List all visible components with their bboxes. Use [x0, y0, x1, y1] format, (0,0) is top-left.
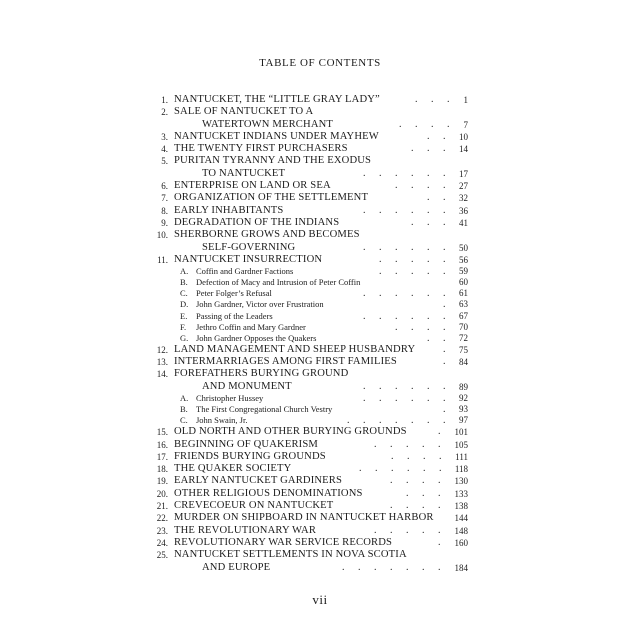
entry-title: OLD NORTH AND OTHER BURYING GROUNDS	[174, 426, 407, 438]
entry-title: Christopher Hussey	[196, 393, 264, 403]
entry-page-number: 17	[459, 168, 468, 179]
subentry-letter: F.	[180, 321, 187, 332]
entry-page-number: 138	[454, 501, 468, 512]
entry-title: NANTUCKET SETTLEMENTS IN NOVA SCOTIA	[174, 549, 407, 561]
entry-page-number: 130	[454, 476, 468, 487]
page-number: vii	[312, 592, 328, 607]
entry-number: 20.	[156, 488, 168, 499]
toc-entry	[150, 512, 468, 524]
entry-number: 24.	[156, 537, 168, 548]
toc-entry	[150, 537, 468, 549]
entry-title: INTERMARRIAGES AMONG FIRST FAMILIES	[174, 356, 397, 368]
entry-number: 10.	[156, 230, 168, 241]
leader-dots: . . . . . .	[359, 463, 447, 475]
leader-dots: .	[443, 299, 451, 311]
entry-page-number: 184	[454, 562, 468, 573]
toc-entry	[150, 463, 468, 475]
entry-page-number: 61	[459, 288, 468, 299]
entry-title: LAND MANAGEMENT AND SHEEP HUSBANDRY	[174, 343, 416, 355]
leader-dots: . . .	[411, 216, 451, 228]
subentry-letter: B.	[180, 404, 188, 415]
entry-page-number: 1	[463, 95, 468, 105]
leader-dots: . .	[427, 332, 451, 344]
entry-number: 15.	[156, 427, 168, 438]
toc-entry	[150, 143, 468, 155]
entry-page-number: 72	[459, 332, 468, 343]
leader-dots: . . .	[415, 94, 455, 105]
toc-entry	[150, 344, 468, 356]
leader-dots: . . . . .	[374, 524, 446, 536]
entry-page-number: 36	[459, 205, 468, 216]
toc-subentry	[150, 393, 468, 404]
entry-title: John Gardner, Victor over Frustration	[196, 299, 324, 310]
leader-dots: . . . . .	[379, 266, 451, 278]
leader-dots: . . . . .	[374, 438, 446, 450]
entry-page-number: 63	[459, 299, 468, 310]
entry-number: 6.	[161, 181, 168, 192]
entry-title: OTHER RELIGIOUS DENOMINATIONS	[174, 487, 363, 499]
subentry-letter: G.	[180, 332, 189, 343]
leader-dots: . . . . . .	[363, 167, 451, 179]
entry-number: 23.	[156, 525, 168, 536]
entry-title: FOREFATHERS BURYING GROUND	[174, 368, 349, 380]
entry-number: 13.	[156, 357, 168, 368]
toc-entry	[150, 180, 468, 192]
leader-dots: . . .	[411, 143, 451, 155]
entry-page-number: 84	[459, 357, 468, 368]
entry-page-number: 148	[454, 525, 468, 536]
entry-number: 14.	[156, 369, 168, 380]
entry-page-number: 70	[459, 321, 468, 332]
entry-title: ENTERPRISE ON LAND OR SEA	[174, 180, 331, 192]
subentry-letter: A.	[180, 393, 189, 403]
toc-entry	[150, 217, 468, 229]
toc-entry	[150, 131, 468, 143]
entry-title: PURITAN TYRANNY AND THE EXODUS	[174, 155, 372, 167]
entry-number: 4.	[161, 144, 168, 155]
leader-dots: . . . .	[395, 321, 451, 333]
entry-page-number: 60	[459, 277, 468, 288]
entry-title: SELF-GOVERNING	[202, 241, 296, 253]
entry-title: Jethro Coffin and Mary Gardner	[196, 321, 306, 332]
entry-page-number: 160	[454, 537, 468, 548]
leader-dots: . .	[427, 130, 451, 142]
entry-title: MURDER ON SHIPBOARD IN NANTUCKET HARBOR	[174, 512, 434, 524]
entry-title: AND EUROPE	[202, 561, 271, 573]
entry-page-number: 111	[455, 451, 468, 462]
leader-dots: . . . .	[390, 475, 446, 487]
entry-title: Defection of Macy and Intrusion of Peter Coffin	[196, 277, 361, 288]
leader-dots: . . . . . .	[363, 204, 451, 216]
entry-title: SALE OF NANTUCKET TO A	[174, 106, 314, 118]
entry-title: Passing of the Leaders	[196, 310, 273, 321]
entry-page-number: 32	[459, 193, 468, 204]
entry-page-number: 27	[459, 181, 468, 192]
entry-title: EARLY NANTUCKET GARDINERS	[174, 475, 343, 487]
toc-entry	[150, 475, 468, 487]
subentry-letter: C.	[180, 288, 188, 299]
leader-dots: . . . .	[395, 180, 451, 192]
page-title: TABLE OF CONTENTS	[259, 57, 381, 69]
toc-entry	[150, 368, 468, 380]
toc-entry	[150, 439, 468, 451]
subentry-letter: A.	[180, 266, 189, 277]
entry-number: 11.	[157, 254, 168, 265]
entry-page-number: 75	[459, 344, 468, 355]
entry-title: AND MONUMENT	[202, 380, 292, 392]
entry-title: EARLY INHABITANTS	[174, 204, 284, 216]
leader-dots: . .	[427, 192, 451, 204]
entry-number: 9.	[161, 217, 168, 228]
leader-dots: . . . .	[390, 500, 446, 512]
toc-subentry	[150, 299, 468, 310]
entry-page-number: 89	[459, 381, 468, 392]
subentry-letter: D.	[180, 299, 189, 310]
leader-dots: . . . . . .	[363, 380, 451, 392]
entry-title: NANTUCKET, THE “LITTLE GRAY LADY”	[174, 94, 380, 105]
subentry-letter: C.	[180, 415, 188, 426]
subentry-letter: E.	[180, 310, 188, 321]
entry-title: SHERBORNE GROWS AND BECOMES	[174, 229, 360, 241]
entry-page-number: 10	[459, 131, 468, 142]
leader-dots: . . . . . .	[363, 241, 451, 253]
entry-page-number: 56	[459, 254, 468, 265]
entry-title: THE TWENTY FIRST PURCHASERS	[174, 143, 348, 155]
entry-page-number: 41	[459, 217, 468, 228]
entry-title: John Gardner Opposes the Quakers	[196, 332, 317, 343]
leader-dots: . . . . .	[379, 253, 451, 265]
toc-entry-continuation	[150, 562, 468, 574]
toc-entry	[150, 106, 468, 118]
entry-number: 8.	[161, 205, 168, 216]
table-of-contents	[150, 94, 468, 574]
entry-title: ORGANIZATION OF THE SETTLEMENT	[174, 192, 369, 204]
toc-entry	[150, 155, 468, 167]
toc-entry	[150, 205, 468, 217]
entry-title: THE QUAKER SOCIETY	[174, 463, 292, 475]
toc-entry	[150, 500, 468, 512]
toc-entry-continuation	[150, 168, 468, 180]
entry-title: TO NANTUCKET	[202, 167, 286, 179]
entry-page-number: 144	[454, 513, 468, 524]
entry-title: John Swain, Jr.	[196, 415, 248, 426]
entry-number: 7.	[161, 193, 168, 204]
entry-title: Coffin and Gardner Factions	[196, 266, 294, 277]
entry-number: 16.	[156, 439, 168, 450]
entry-page-number: 50	[459, 242, 468, 253]
entry-page-number: 101	[454, 427, 468, 438]
entry-page-number: 7	[463, 119, 468, 130]
leader-dots: . . . . . .	[363, 288, 451, 300]
toc-subentry	[150, 415, 468, 426]
toc-subentry	[150, 288, 468, 299]
toc-entry	[150, 426, 468, 438]
leader-dots: . . . . . . .	[347, 415, 451, 427]
toc-entry	[150, 229, 468, 241]
entry-number: 18.	[156, 464, 168, 475]
toc-entry	[150, 525, 468, 537]
leader-dots: . . . .	[391, 450, 447, 462]
entry-page-number: 93	[459, 404, 468, 415]
entry-number: 3.	[161, 131, 168, 142]
entry-number: 21.	[156, 501, 168, 512]
entry-title: BEGINNING OF QUAKERISM	[174, 438, 318, 450]
leader-dots: .	[443, 404, 451, 416]
leader-dots: .	[438, 536, 446, 548]
entry-number: 5.	[161, 156, 168, 167]
toc-subentry	[150, 333, 468, 344]
toc-entry-continuation	[150, 242, 468, 254]
toc-entry	[150, 549, 468, 561]
entry-number: 19.	[156, 476, 168, 487]
entry-page-number: 118	[454, 464, 468, 475]
toc-subentry	[150, 266, 468, 277]
entry-number: 22.	[156, 513, 168, 524]
leader-dots: . . . .	[399, 118, 455, 130]
leader-dots: .	[443, 356, 451, 368]
entry-title: DEGRADATION OF THE INDIANS	[174, 216, 340, 228]
entry-number: 1.	[161, 95, 168, 105]
entry-title: THE REVOLUTIONARY WAR	[174, 524, 317, 536]
toc-entry	[150, 254, 468, 266]
leader-dots: . . . . . .	[363, 310, 451, 322]
entry-page-number: 97	[459, 415, 468, 426]
entry-title: NANTUCKET INDIANS UNDER MAYHEW	[174, 130, 379, 142]
entry-page-number: 133	[454, 488, 468, 499]
entry-page-number: 92	[459, 393, 468, 403]
toc-entry-continuation	[150, 119, 468, 131]
toc-entry	[150, 356, 468, 368]
toc-entry	[150, 451, 468, 463]
entry-page-number: 105	[454, 439, 468, 450]
entry-title: The First Congregational Church Vestry	[196, 404, 333, 415]
leader-dots: . . . . . .	[363, 393, 451, 404]
entry-title: FRIENDS BURYING GROUNDS	[174, 450, 326, 462]
toc-subentry	[150, 404, 468, 415]
toc-subentry	[150, 277, 468, 288]
entry-page-number: 67	[459, 310, 468, 321]
entry-title: CREVECOEUR ON NANTUCKET	[174, 500, 334, 512]
leader-dots: . . . . . . .	[342, 561, 446, 573]
entry-page-number: 59	[459, 266, 468, 277]
toc-subentry	[150, 322, 468, 333]
entry-number: 2.	[161, 107, 168, 118]
subentry-letter: B.	[180, 277, 188, 288]
toc-entry	[150, 94, 468, 106]
entry-title: NANTUCKET INSURRECTION	[174, 253, 323, 265]
entry-title: Peter Folger’s Refusal	[196, 288, 272, 299]
entry-title: WATERTOWN MERCHANT	[202, 118, 334, 130]
entry-number: 25.	[156, 550, 168, 561]
entry-title: REVOLUTIONARY WAR SERVICE RECORDS	[174, 536, 393, 548]
leader-dots: . . .	[406, 487, 446, 499]
entry-page-number: 14	[459, 144, 468, 155]
entry-number: 17.	[156, 451, 168, 462]
toc-entry	[150, 192, 468, 204]
toc-entry	[150, 488, 468, 500]
entry-number: 12.	[156, 344, 168, 355]
toc-entry-continuation	[150, 381, 468, 393]
toc-subentry	[150, 311, 468, 322]
leader-dots: .	[443, 343, 451, 355]
leader-dots: .	[438, 426, 446, 438]
